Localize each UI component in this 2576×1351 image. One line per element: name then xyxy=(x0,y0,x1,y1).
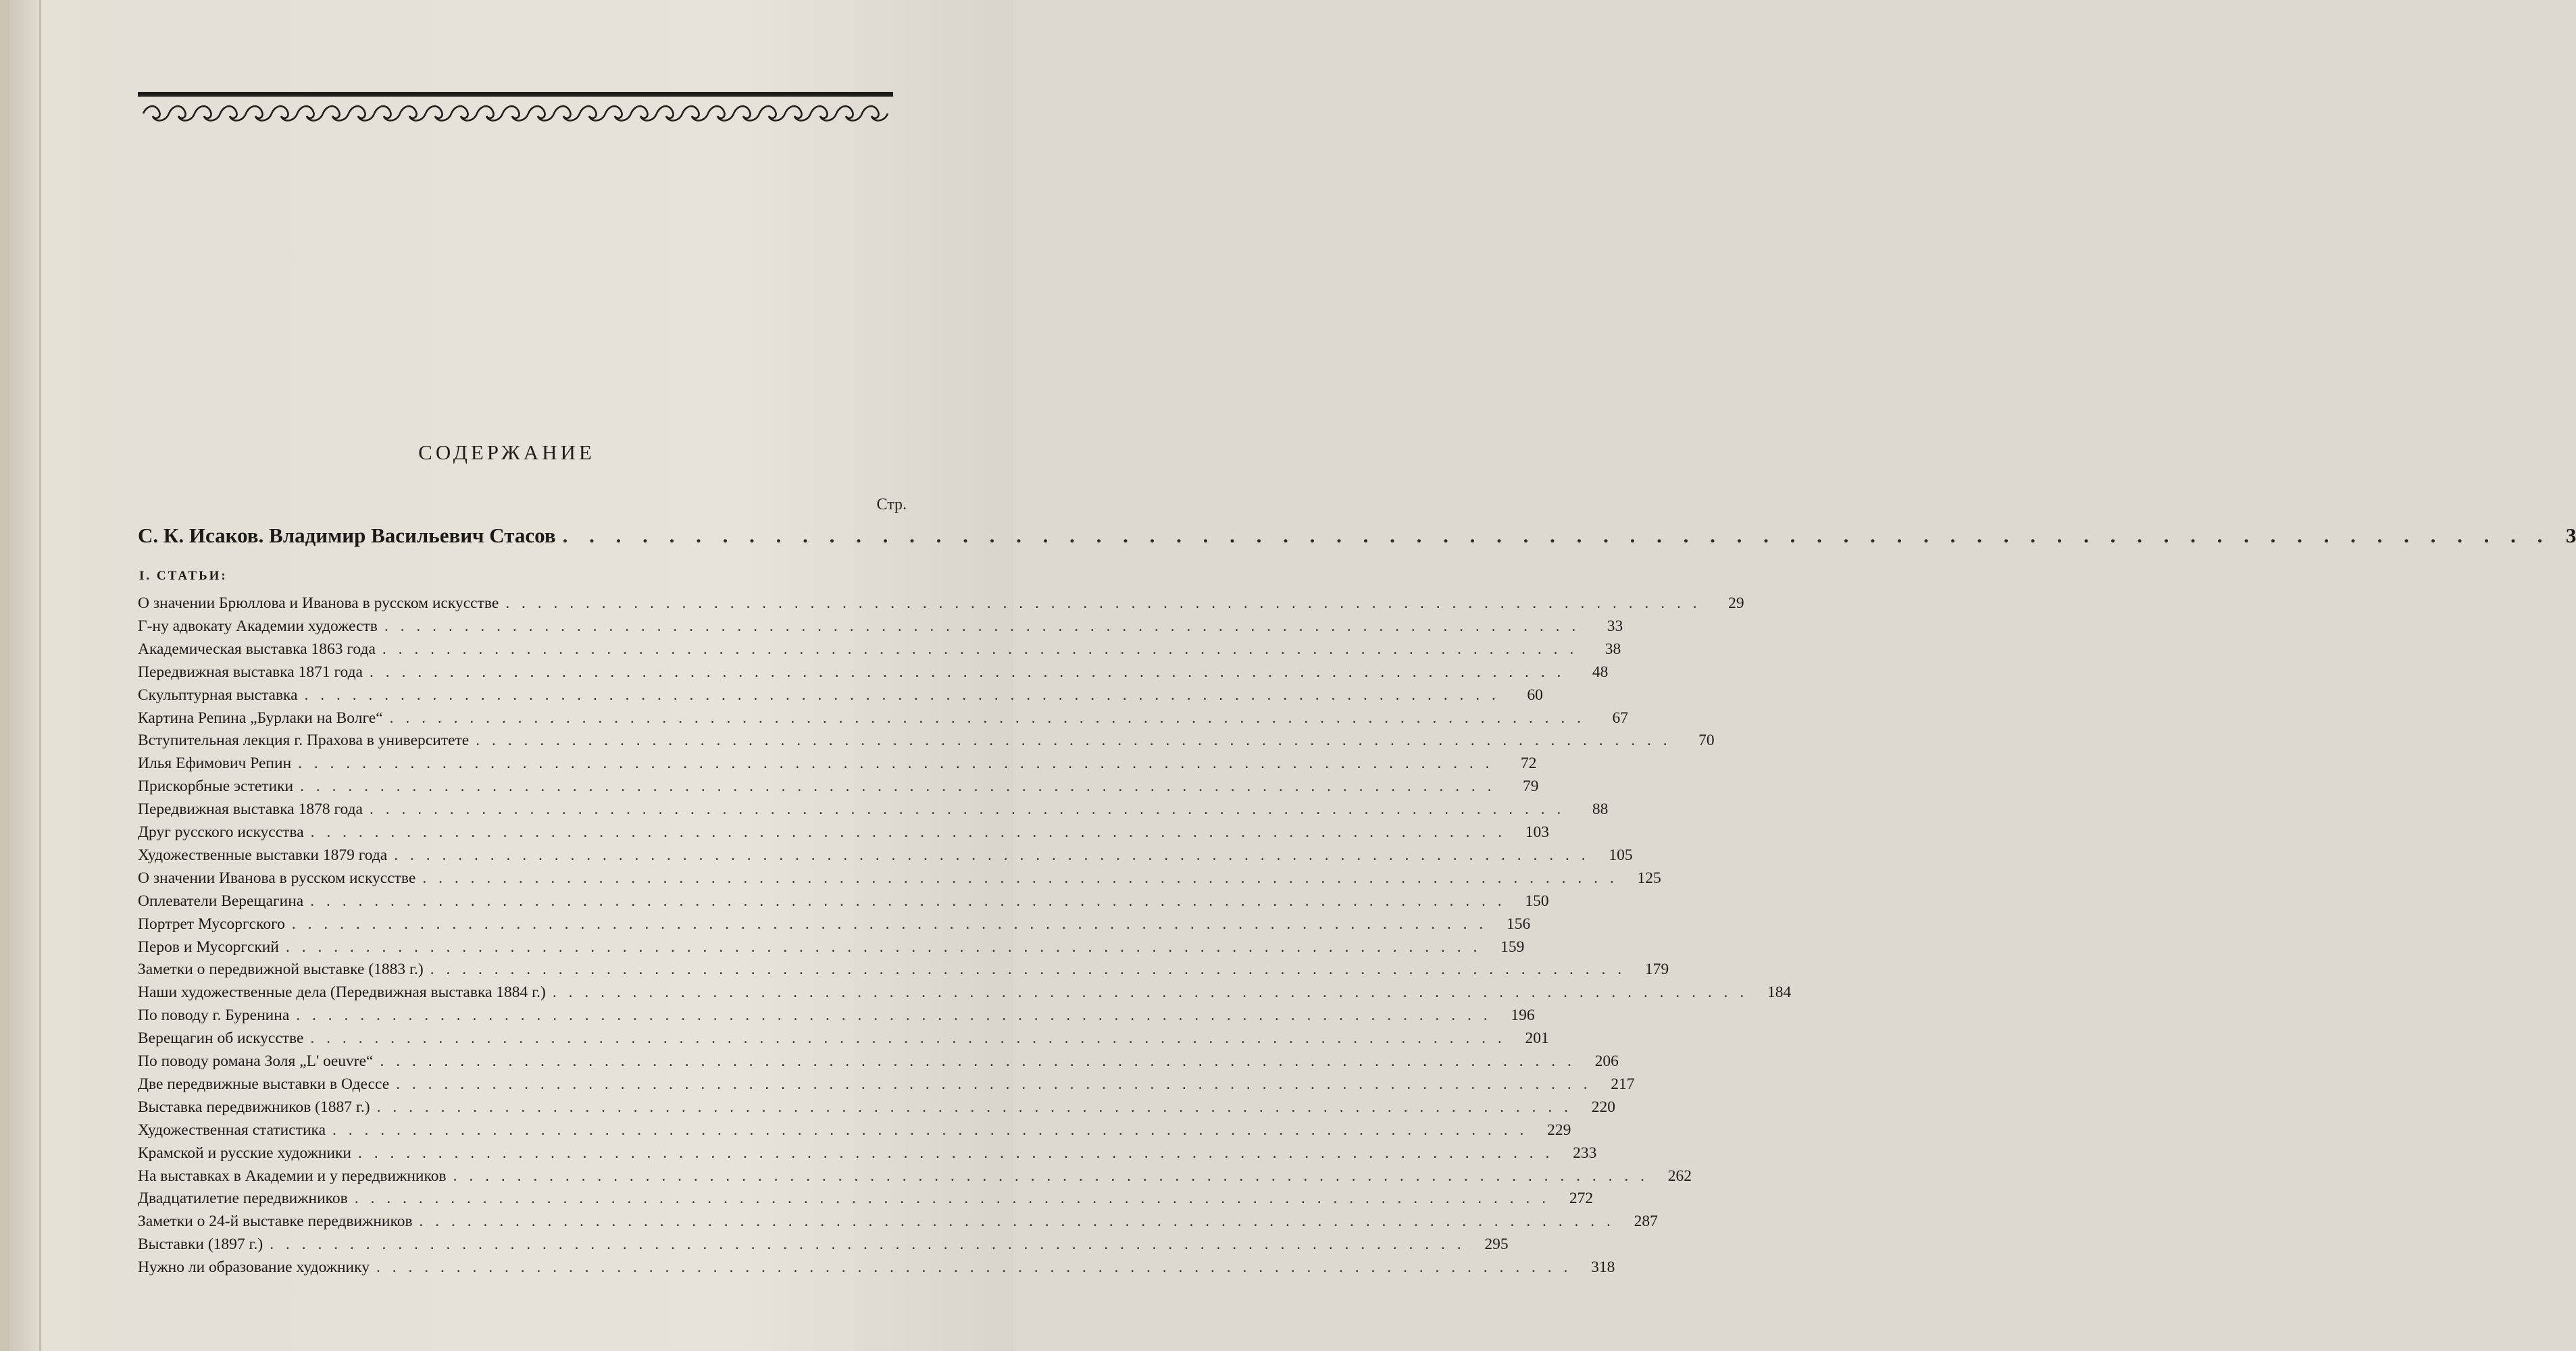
toc-entry-title: Г-ну адвокату Академии художеств xyxy=(138,617,378,635)
toc-entry xyxy=(138,846,1633,865)
dot-leader: . . . . . . . . . . . . . . . . . . . . . . . . . . . . . . . . . . . . . . . . . . . . . . . . . . . . . . . . . . . . . . . . . . . . . . . . . . . xyxy=(358,1144,1554,1162)
toc-entry xyxy=(138,823,1550,842)
toc-entry-page: 196 xyxy=(1511,1006,1535,1025)
chain-link xyxy=(811,106,836,120)
toc-entry-page: 38 xyxy=(1605,640,1621,658)
toc-entry-title: Скульптурная выставка xyxy=(138,686,298,704)
toc-entry-page: 272 xyxy=(1569,1190,1594,1208)
toc-entry-page: 29 xyxy=(1728,594,1744,612)
dot-leader: . . . . . . . . . . . . . . . . . . . . . . . . . . . . . . . . . . . . . . . . . . . . . . . . . . . . . . . . . . . . . . . . . . . . . . . . . . . xyxy=(270,1235,1465,1254)
toc-main-entry xyxy=(138,524,2576,548)
toc-main-entry-title: С. К. Исаков. Владимир Васильевич Стасов xyxy=(138,524,556,547)
dot-leader: . . . . . . . . . . . . . . . . . . . . . . . . . . . . . . . . . . . . . . . . . . . . . . . . . . . . . . . . . . . . . . . . . . . . . . . . . . . xyxy=(396,1075,1592,1093)
chain-link xyxy=(169,106,195,120)
dot-leader: . . . . . . . . . . . . . . . . . . . . . . . . . . . . . . . . . . . . . . . . . . . . . . . . . . . . . . . . . . . . . . . . . . . . . . . . . . . xyxy=(384,617,1580,635)
toc-entry xyxy=(138,594,1744,613)
chain-link xyxy=(220,106,246,120)
dot-leader: . . . . . . . . . . . . . . . . . . . . . . . . . . . . . . . . . . . . . . . . . . . . . . . . . . . . . . . . . . . . . . . . . . . . . . . . . . . xyxy=(430,961,1626,979)
toc-entry-page: 33 xyxy=(1607,617,1623,635)
dot-leader: . . . . . . . . . . . . . . . . . . . . . . . . . . . . . . . . . . . . . . . . . . . . . . . . . . . . . . . . . . . . . . . . . . . . . . . . . . . xyxy=(389,709,1586,727)
toc-entry xyxy=(138,1167,1692,1186)
chain-link xyxy=(682,106,708,120)
toc-entry xyxy=(138,663,1609,682)
toc-entry-page: 287 xyxy=(1634,1213,1658,1231)
toc-entry-title: Художественная статистика xyxy=(138,1121,326,1139)
page-column-label: Стр. xyxy=(876,496,907,513)
chain-link xyxy=(862,106,888,120)
toc-entry-page: 233 xyxy=(1573,1144,1597,1162)
chain-link xyxy=(426,106,451,120)
dot-leader: . . . . . . . . . . . . . . . . . . . . . . . . . . . . . . . . . . . . . . . . . . . . . . . . . . . . . . . . . . . . . . . . . . . . . . . . . . . xyxy=(298,755,1494,773)
toc-entry-title: Заметки о передвижной выставке (1883 г.) xyxy=(138,961,424,979)
toc-entry-title: Наши художественные дела (Передвижная выставка 1884 г.) xyxy=(138,984,546,1002)
dot-leader: . . . . . . . . . . . . . . . . . . . . . . . . . . . . . . . . . . . . . . . . . . . . . . . . . . . . . . . . . . . . . . . . . . . . . . . . . . . xyxy=(562,524,2551,547)
dot-leader: . . . . . . . . . . . . . . . . . . . . . . . . . . . . . . . . . . . . . . . . . . . . . . . . . . . . . . . . . . . . . . . . . . . . . . . . . . . xyxy=(354,1190,1550,1208)
chain-link xyxy=(297,106,323,120)
dot-leader: . . . . . . . . . . . . . . . . . . . . . . . . . . . . . . . . . . . . . . . . . . . . . . . . . . . . . . . . . . . . . . . . . . . . . . . . . . . xyxy=(285,938,1482,956)
toc-entry xyxy=(138,915,1531,934)
toc-entry-page: 105 xyxy=(1609,846,1633,864)
toc-entry xyxy=(138,617,1623,636)
toc-entry-title: По поводу г. Буренина xyxy=(138,1006,290,1025)
dot-leader: . . . . . . . . . . . . . . . . . . . . . . . . . . . . . . . . . . . . . . . . . . . . . . . . . . . . . . . . . . . . . . . . . . . . . . . . . . . xyxy=(296,1006,1492,1025)
dot-leader: . . . . . . . . . . . . . . . . . . . . . . . . . . . . . . . . . . . . . . . . . . . . . . . . . . . . . . . . . . . . . . . . . . . . . . . . . . . xyxy=(376,1258,1572,1277)
dot-leader: . . . . . . . . . . . . . . . . . . . . . . . . . . . . . . . . . . . . . . . . . . . . . . . . . . . . . . . . . . . . . . . . . . . . . . . . . . . xyxy=(304,686,1500,704)
toc-entry-page: 201 xyxy=(1525,1029,1549,1048)
chain-link xyxy=(246,106,272,120)
left-page-edge xyxy=(0,0,9,1351)
toc-entry xyxy=(138,869,1661,888)
toc-entry xyxy=(138,1190,1594,1208)
toc-entry-title: Оплеватели Верещагина xyxy=(138,892,304,910)
toc-entry-title: По поводу романа Золя „L' oeuvre“ xyxy=(138,1052,374,1070)
chain-link xyxy=(580,106,605,120)
toc-entry-title: Вступительная лекция г. Прахова в университете xyxy=(138,732,470,750)
toc-entry-title: На выставках в Академии и у передвижников xyxy=(138,1167,447,1185)
toc-entry xyxy=(138,732,1715,750)
chain-link xyxy=(836,106,862,120)
toc-entry-page: 103 xyxy=(1525,823,1550,841)
chain-link xyxy=(759,106,785,120)
toc-entry-page: 220 xyxy=(1591,1098,1615,1116)
toc-entry xyxy=(138,1029,1549,1048)
toc-entry-title: Выставки (1897 г.) xyxy=(138,1235,263,1254)
toc-entry-title: Картина Репина „Бурлаки на Волге“ xyxy=(138,709,383,727)
dot-leader: . . . . . . . . . . . . . . . . . . . . . . . . . . . . . . . . . . . . . . . . . . . . . . . . . . . . . . . . . . . . . . . . . . . . . . . . . . . xyxy=(300,778,1496,796)
toc-entry xyxy=(138,1098,1615,1117)
toc-entry-page: 217 xyxy=(1611,1075,1635,1093)
chain-link xyxy=(631,106,657,120)
toc-entry-page: 48 xyxy=(1592,663,1609,681)
toc-entry-title: Прискорбные эстетики xyxy=(138,778,294,796)
decorative-chain-ornament xyxy=(139,101,890,126)
toc-entry-title: Выставка передвижников (1887 г.) xyxy=(138,1098,370,1116)
chain-link xyxy=(272,106,297,120)
dot-leader: . . . . . . . . . . . . . . . . . . . . . . . . . . . . . . . . . . . . . . . . . . . . . . . . . . . . . . . . . . . . . . . . . . . . . . . . . . . xyxy=(380,1052,1575,1070)
toc-entry xyxy=(138,1052,1619,1071)
chain-link xyxy=(528,106,554,120)
chain-link xyxy=(374,106,400,120)
toc-entry-page: 295 xyxy=(1484,1235,1509,1254)
dot-leader: . . . . . . . . . . . . . . . . . . . . . . . . . . . . . . . . . . . . . . . . . . . . . . . . . . . . . . . . . . . . . . . . . . . . . . . . . . . xyxy=(453,1167,1648,1185)
toc-entry-title: Нужно ли образование художнику xyxy=(138,1258,370,1277)
toc-entry-page: 159 xyxy=(1500,938,1525,956)
dot-leader: . . . . . . . . . . . . . . . . . . . . . . . . . . . . . . . . . . . . . . . . . . . . . . . . . . . . . . . . . . . . . . . . . . . . . . . . . . . xyxy=(310,892,1506,910)
toc-entry-title: Верещагин об искусстве xyxy=(138,1029,304,1048)
toc-entry xyxy=(138,961,1669,979)
toc-entry-title: Заметки о 24-й выставке передвижников xyxy=(138,1213,413,1231)
toc-entry-page: 150 xyxy=(1525,892,1549,910)
dot-leader: . . . . . . . . . . . . . . . . . . . . . . . . . . . . . . . . . . . . . . . . . . . . . . . . . . . . . . . . . . . . . . . . . . . . . . . . . . . xyxy=(476,732,1671,750)
toc-entry-page: 79 xyxy=(1523,778,1539,796)
toc-entry-title: О значении Иванова в русском искусстве xyxy=(138,869,416,887)
toc-entry xyxy=(138,640,1621,659)
dot-leader: . . . . . . . . . . . . . . . . . . . . . . . . . . . . . . . . . . . . . . . . . . . . . . . . . . . . . . . . . . . . . . . . . . . . . . . . . . . xyxy=(310,823,1507,841)
toc-entry xyxy=(138,938,1525,957)
page-title: СОДЕРЖАНИЕ xyxy=(418,440,595,464)
dot-leader: . . . . . . . . . . . . . . . . . . . . . . . . . . . . . . . . . . . . . . . . . . . . . . . . . . . . . . . . . . . . . . . . . . . . . . . . . . . xyxy=(376,1098,1572,1116)
toc-entry xyxy=(138,984,1792,1002)
toc-entry xyxy=(138,755,1537,773)
dot-leader: . . . . . . . . . . . . . . . . . . . . . . . . . . . . . . . . . . . . . . . . . . . . . . . . . . . . . . . . . . . . . . . . . . . . . . . . . . . xyxy=(419,1213,1615,1231)
toc-entry-title: О значении Брюллова и Иванова в русском искусстве xyxy=(138,594,499,612)
chain-link xyxy=(143,106,169,120)
toc-entry-title: Друг русского искусства xyxy=(138,823,304,841)
chain-link xyxy=(400,106,426,120)
toc-main-entry-page: 3 xyxy=(2565,524,2576,547)
toc-entry xyxy=(138,1121,1571,1140)
chain-link xyxy=(195,106,220,120)
toc-entry-title: Академическая выставка 1863 года xyxy=(138,640,376,658)
toc-entry-page: 184 xyxy=(1767,984,1792,1002)
section-heading: I. СТАТЬИ: xyxy=(139,569,228,583)
toc-entry-page: 179 xyxy=(1644,961,1669,979)
chain-link xyxy=(734,106,759,120)
header-rule xyxy=(138,92,893,97)
dot-leader: . . . . . . . . . . . . . . . . . . . . . . . . . . . . . . . . . . . . . . . . . . . . . . . . . . . . . . . . . . . . . . . . . . . . . . . . . . . xyxy=(552,984,1748,1002)
chain-link xyxy=(349,106,374,120)
toc-entry xyxy=(138,800,1609,819)
toc-entry xyxy=(138,1235,1509,1254)
dot-leader: . . . . . . . . . . . . . . . . . . . . . . . . . . . . . . . . . . . . . . . . . . . . . . . . . . . . . . . . . . . . . . . . . . . . . . . . . . . xyxy=(310,1029,1506,1048)
toc-entry-title: Портрет Мусоргского xyxy=(138,915,285,933)
toc-entry-page: 88 xyxy=(1592,800,1609,819)
dot-leader: . . . . . . . . . . . . . . . . . . . . . . . . . . . . . . . . . . . . . . . . . . . . . . . . . . . . . . . . . . . . . . . . . . . . . . . . . . . xyxy=(332,1121,1528,1139)
toc-entry xyxy=(138,778,1539,796)
toc-entry-title: Художественные выставки 1879 года xyxy=(138,846,388,864)
toc-entry-page: 318 xyxy=(1591,1258,1615,1277)
toc-entry-title: Передвижная выставка 1871 года xyxy=(138,663,363,681)
toc-entry-page: 67 xyxy=(1612,709,1629,727)
chain-link xyxy=(708,106,734,120)
toc-entry-page: 72 xyxy=(1521,755,1537,773)
toc-entry-title: Передвижная выставка 1878 года xyxy=(138,800,363,819)
dot-leader: . . . . . . . . . . . . . . . . . . . . . . . . . . . . . . . . . . . . . . . . . . . . . . . . . . . . . . . . . . . . . . . . . . . . . . . . . . . xyxy=(422,869,1618,887)
toc-entry-page: 125 xyxy=(1637,869,1661,887)
toc-entry xyxy=(138,1006,1535,1025)
toc-entry xyxy=(138,709,1629,728)
toc-entry xyxy=(138,892,1549,911)
chain-link xyxy=(657,106,682,120)
dot-leader: . . . . . . . . . . . . . . . . . . . . . . . . . . . . . . . . . . . . . . . . . . . . . . . . . . . . . . . . . . . . . . . . . . . . . . . . . . . xyxy=(369,663,1565,681)
toc-entry xyxy=(138,686,1543,705)
page-gutter xyxy=(39,0,41,1351)
dot-leader: . . . . . . . . . . . . . . . . . . . . . . . . . . . . . . . . . . . . . . . . . . . . . . . . . . . . . . . . . . . . . . . . . . . . . . . . . . . xyxy=(291,915,1488,933)
toc-entry-title: Перов и Мусоргский xyxy=(138,938,279,956)
toc-entry-title: Две передвижные выставки в Одессе xyxy=(138,1075,390,1093)
toc-entry-page: 60 xyxy=(1527,686,1543,704)
dot-leader: . . . . . . . . . . . . . . . . . . . . . . . . . . . . . . . . . . . . . . . . . . . . . . . . . . . . . . . . . . . . . . . . . . . . . . . . . . . xyxy=(369,800,1565,819)
chain-link xyxy=(554,106,580,120)
toc-entry-title: Крамской и русские художники xyxy=(138,1144,352,1162)
dot-leader: . . . . . . . . . . . . . . . . . . . . . . . . . . . . . . . . . . . . . . . . . . . . . . . . . . . . . . . . . . . . . . . . . . . . . . . . . . . xyxy=(505,594,1701,612)
toc-entry-page: 156 xyxy=(1507,915,1531,933)
toc-entry xyxy=(138,1258,1615,1277)
chain-link xyxy=(605,106,631,120)
toc-entry xyxy=(138,1144,1597,1163)
chain-link xyxy=(451,106,477,120)
dot-leader: . . . . . . . . . . . . . . . . . . . . . . . . . . . . . . . . . . . . . . . . . . . . . . . . . . . . . . . . . . . . . . . . . . . . . . . . . . . xyxy=(382,640,1578,658)
toc-entry-title: Двадцатилетие передвижников xyxy=(138,1190,348,1208)
toc-entry-page: 70 xyxy=(1698,732,1715,750)
toc-entry xyxy=(138,1075,1635,1094)
chain-link xyxy=(503,106,528,120)
dot-leader: . . . . . . . . . . . . . . . . . . . . . . . . . . . . . . . . . . . . . . . . . . . . . . . . . . . . . . . . . . . . . . . . . . . . . . . . . . . xyxy=(394,846,1590,864)
toc-entry-page: 262 xyxy=(1667,1167,1692,1185)
toc-entry-page: 206 xyxy=(1594,1052,1619,1070)
toc-entry xyxy=(138,1213,1658,1231)
chain-link xyxy=(785,106,811,120)
toc-entry-page: 229 xyxy=(1547,1121,1571,1139)
toc-entry-title: Илья Ефимович Репин xyxy=(138,755,292,773)
chain-link xyxy=(477,106,503,120)
chain-link xyxy=(323,106,349,120)
